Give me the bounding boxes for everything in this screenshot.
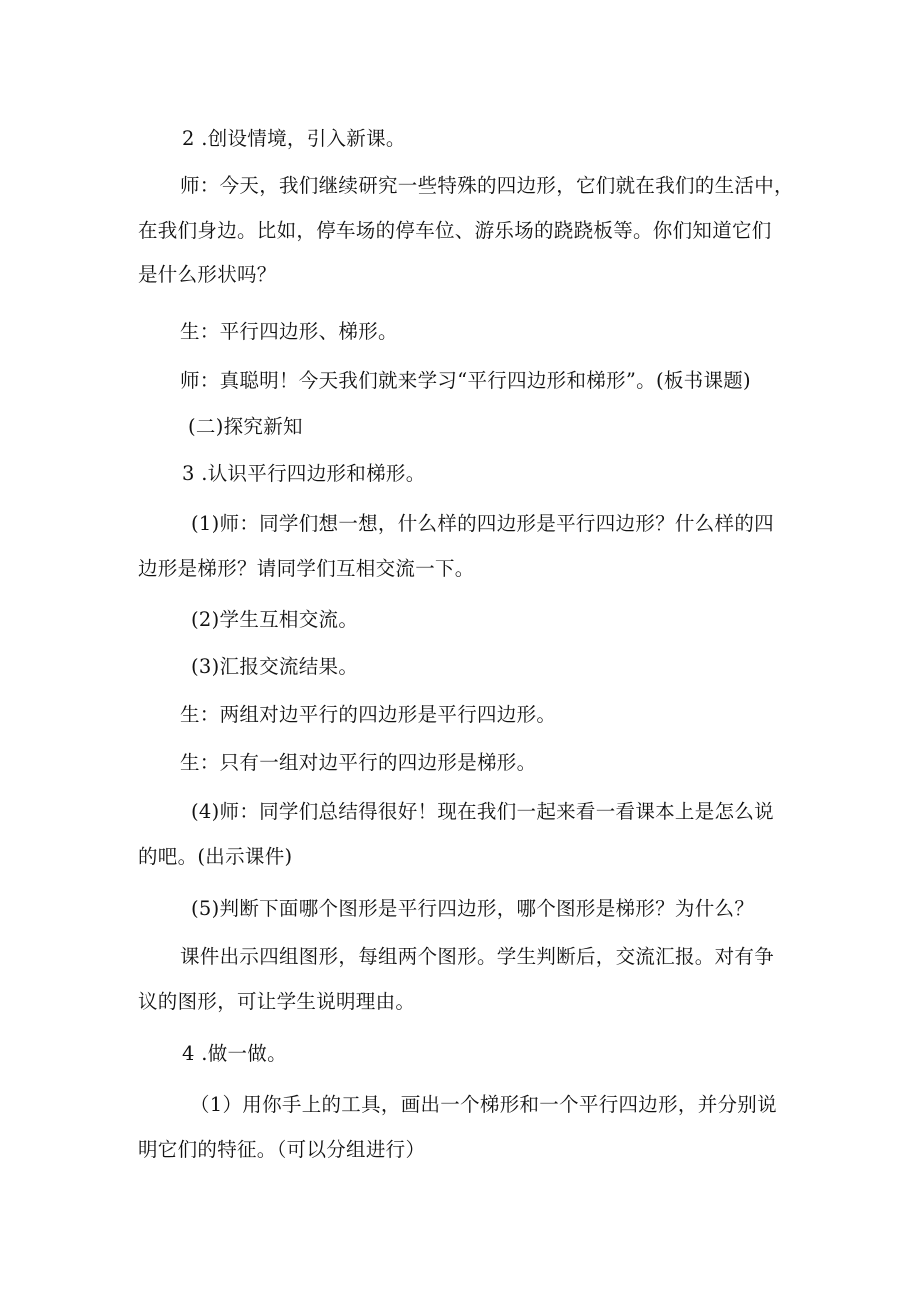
paragraph-step-4-title bbox=[138, 1032, 798, 1077]
text-line: (2)学生互相交流。 bbox=[191, 608, 359, 631]
paragraph-student-trapezoid bbox=[138, 741, 798, 786]
paragraph-exercise-1 bbox=[138, 1083, 798, 1172]
paragraph-item-3 bbox=[138, 645, 798, 690]
text-line: 是什么形状吗？ bbox=[138, 263, 277, 286]
paragraph-item-1 bbox=[138, 502, 798, 591]
text-line: (5)判断下面哪个图形是平行四边形，哪个图形是梯形？为什么？ bbox=[191, 897, 755, 920]
paragraph-item-5 bbox=[138, 887, 798, 932]
paragraph-courseware bbox=[138, 935, 798, 1024]
text-line: 生：平行四边形、梯形。 bbox=[180, 320, 398, 343]
text-line: （1）用你手上的工具，画出一个梯形和一个平行四边形，并分别说 bbox=[190, 1093, 777, 1116]
text-line: 生：两组对边平行的四边形是平行四边形。 bbox=[180, 703, 557, 726]
text-line: 在我们身边。比如，停车场的停车位、游乐场的跷跷板等。你们知道它们 bbox=[138, 218, 772, 242]
text-line: 师：真聪明！今天我们就来学习“平行四边形和梯形”。(板书课题) bbox=[180, 369, 751, 392]
paragraph-teacher-topic bbox=[138, 359, 798, 404]
paragraph-student-parallelogram bbox=[138, 693, 798, 738]
paragraph-step-3-title bbox=[138, 452, 798, 497]
text-line: 边形是梯形？请同学们互相交流一下。 bbox=[138, 556, 475, 580]
text-line: (1)师：同学们想一想，什么样的四边形是平行四边形？什么样的四 bbox=[191, 512, 774, 535]
text-line: 2 .创设情境，引入新课。 bbox=[182, 127, 406, 150]
text-line: (二)探究新知 bbox=[188, 415, 303, 438]
text-line: 议的图形，可让学生说明理由。 bbox=[138, 989, 416, 1013]
text-line: 3 .认识平行四边形和梯形。 bbox=[182, 462, 426, 485]
text-line: (3)汇报交流结果。 bbox=[191, 655, 359, 678]
paragraph-student-answer bbox=[138, 310, 798, 355]
text-line: 师：今天，我们继续研究一些特殊的四边形，它们就在我们的生活中， bbox=[180, 174, 794, 197]
paragraph-step-2-title bbox=[138, 117, 798, 162]
text-line: 课件出示四组图形，每组两个图形。学生判断后，交流汇报。对有争 bbox=[180, 945, 775, 968]
paragraph-teacher-intro bbox=[138, 164, 798, 298]
paragraph-item-2 bbox=[138, 598, 798, 643]
text-line: 4 .做一做。 bbox=[182, 1042, 287, 1065]
text-line: 生：只有一组对边平行的四边形是梯形。 bbox=[180, 751, 537, 774]
section-heading-explore bbox=[138, 405, 798, 450]
text-line: 明它们的特征。（可以分组进行） bbox=[138, 1137, 426, 1161]
text-line: 的吧。(出示课件) bbox=[138, 844, 293, 868]
text-line: (4)师：同学们总结得很好！现在我们一起来看一看课本上是怎么说 bbox=[191, 800, 774, 823]
paragraph-item-4 bbox=[138, 790, 798, 879]
